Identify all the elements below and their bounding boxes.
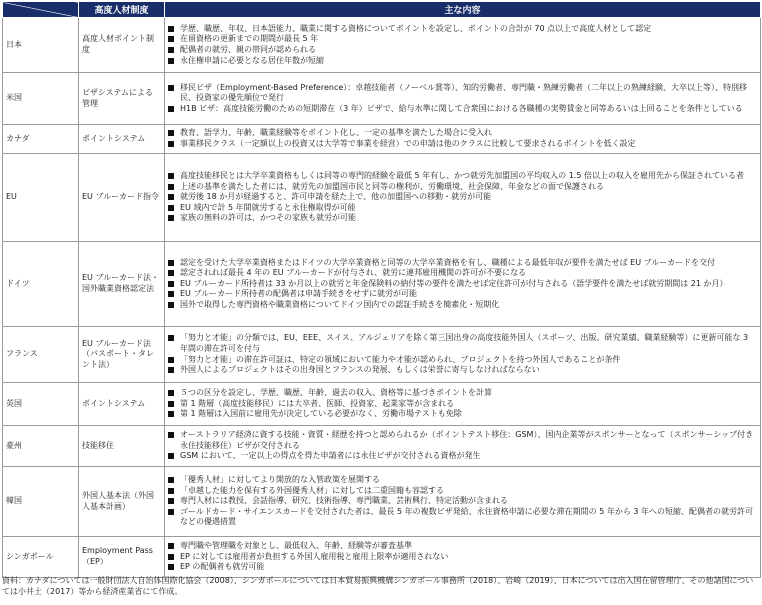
- list-item: 国外で取得した専門資格や職業資格についてドイツ国内での認証手続きを簡素化・短期化: [168, 300, 757, 311]
- system-cell: 技能移住: [79, 426, 165, 467]
- list-item: 「優秀人材」に対してより開放的な入管政策を展開する: [168, 475, 757, 486]
- list-item: 第 1 階層は入国前に雇用先が決定している必要がなく、労働市場テストも免除: [168, 409, 757, 420]
- content-list: [168, 333, 757, 375]
- list-item: EU 域内で計 5 年間就労すると永住権取得が可能: [168, 203, 757, 214]
- list-item: 事業移民クラス（一定額以上の投資又は大学等で事業を経営）での申請は他のクラスに比較して要求されるポイントを低く設定: [168, 139, 757, 150]
- content-list: [168, 388, 757, 420]
- country-cell: フランス: [3, 327, 79, 383]
- system-cell: Employment Pass（EP）: [79, 537, 165, 578]
- list-item: 「卓越した能力を保有する外国優秀人材」に対しては二重国籍も容認する: [168, 486, 757, 497]
- list-item: 「努力と才能」の分類では、EU、EEE、スイス、アルジェリアを除く第三国出身の高度技能外国人（スポーツ、出版、研究業績、職業経験等）に更新可能な 3 年間の滞在許可を付与: [168, 333, 757, 354]
- list-item: 認定されれば最長 4 年の EU ブルーカードが付与され、就労に連邦雇用機関の許可が不要になる: [168, 268, 757, 279]
- header-row: [3, 2, 761, 18]
- source-footnote: 資料：カナダについては一般財団法人自治体国際化協会（2008）、シンガポールについては日本貿易振興機構シンガポール事務所（2018）、岩崎（2019）、日本については出入国在留管理庁、その他諸国については小井土（2017）等から経済産業省にて作成。: [2, 576, 754, 596]
- system-cell: EU ブルーカード指令: [79, 154, 165, 242]
- content-cell: [165, 383, 761, 426]
- header-country: [3, 2, 79, 18]
- table-row: [3, 18, 761, 73]
- list-item: 配偶者の就労、親の帯同が認められる: [168, 45, 757, 56]
- table-row: [3, 426, 761, 467]
- content-cell: [165, 73, 761, 125]
- country-cell: 英国: [3, 383, 79, 426]
- list-item: 「努力と才能」の滞在許可証は、特定の領域において能力や才能が認められ、プロジェクトを持つ外国人であることが条件: [168, 355, 757, 366]
- content-list: [168, 83, 757, 115]
- table-row: [3, 327, 761, 383]
- content-list: [168, 541, 757, 573]
- content-cell: [165, 242, 761, 327]
- content-list: [168, 128, 757, 149]
- table-row: [3, 383, 761, 426]
- country-cell: 米国: [3, 73, 79, 125]
- country-cell: ドイツ: [3, 242, 79, 327]
- list-item: 在留資格の更新までの期間が最長 5 年: [168, 34, 757, 45]
- system-cell: ポイントシステム: [79, 125, 165, 154]
- content-list: [168, 258, 757, 311]
- content-list: [168, 24, 757, 66]
- content-cell: [165, 537, 761, 578]
- table-row: [3, 125, 761, 154]
- list-item: EU ブルーカード所持者の配偶者は申請手続きをせずに就労が可能: [168, 289, 757, 300]
- list-item: 移民ビザ（Employment-Based Preference）：卓越技能者（ノーベル賞等）、知的労働者、専門職・熟練労働者（二年以上の熟練経験、大卒以上等）、特別移民、投資家の優先順位で発行: [168, 83, 757, 104]
- list-item: 専門人材には教授、会話指導、研究、技術指導、専門職業、芸術興行、特定活動が含まれる: [168, 496, 757, 507]
- header-content: 主な内容: [165, 2, 761, 18]
- list-item: GSM において、一定以上の得点を得た申請者には永住ビザが交付される資格が発生: [168, 451, 757, 462]
- content-cell: [165, 154, 761, 242]
- list-item: ５つの区分を設定し、学歴、職歴、年齢、過去の収入、資格等に基づきポイントを計算: [168, 388, 757, 399]
- list-item: オーストラリア経済に資する技能・資質・経歴を持つと認められるか（ポイントテスト移住：GSM）、国内企業等がスポンサーとなって（スポンサーシップ付き永住技能移住）ビザが交付される: [168, 430, 757, 451]
- system-cell: ポイントシステム: [79, 383, 165, 426]
- list-item: 家族の無料の許可は、かつその家族も就労が可能: [168, 213, 757, 224]
- content-list: [168, 475, 757, 528]
- system-cell: EU ブルーカード法・国外職業資格認定法: [79, 242, 165, 327]
- list-item: 第 1 階層（高度技能移民）には大卒者、医師、投資家、起業家等が含まれる: [168, 399, 757, 410]
- list-item: EP に対しては雇用者が負担する外国人雇用税と雇用上限率が適用されない: [168, 552, 757, 563]
- content-cell: [165, 426, 761, 467]
- list-item: ゴールドカード・サイエンスカードを交付された者は、最長 5 年の複数ビザ発給、永住資格申請に必要な滞在期間の 5 年から 3 年への短縮、配偶者の就労許可などの優遇措置: [168, 507, 757, 528]
- country-cell: カナダ: [3, 125, 79, 154]
- system-cell: 外国人基本法（外国人基本計画）: [79, 467, 165, 537]
- content-list: [168, 430, 757, 462]
- content-cell: [165, 327, 761, 383]
- header-system: 高度人材制度: [79, 2, 165, 18]
- system-cell: 高度人材ポイント制度: [79, 18, 165, 73]
- policy-table: [2, 1, 761, 578]
- list-item: 教育、語学力、年齢、職業経験等をポイント化し、一定の基準を満たした場合に受入れ: [168, 128, 757, 139]
- list-item: 高度技能移民とは大学卒業資格もしくは同等の専門的経験を最低 5 年有し、かつ就労先加盟国の平均収入の 1.5 倍以上の収入を雇用先から保証されている者: [168, 171, 757, 182]
- table-row: [3, 242, 761, 327]
- country-cell: EU: [3, 154, 79, 242]
- list-item: EU ブルーカード所持者は 33 か月以上の就労と年金保険料の納付等の要件を満たせば定住許可が付与される（語学要件を満たせば就労期間は 21 か月）: [168, 279, 757, 290]
- content-list: [168, 171, 757, 224]
- list-item: EP の配偶者も就労可能: [168, 562, 757, 573]
- content-cell: [165, 18, 761, 73]
- table-row: [3, 73, 761, 125]
- list-item: 外国人によるプロジェクトはその出身国とフランスの発展、もしくは栄誉に寄与しなければならない: [168, 365, 757, 376]
- list-item: 就労後 18 か月が経過すると、許可申請を経た上で、他の加盟国への移動・就労が可能: [168, 192, 757, 203]
- country-cell: シンガポール: [3, 537, 79, 578]
- country-cell: 韓国: [3, 467, 79, 537]
- content-cell: [165, 467, 761, 537]
- table-row: [3, 154, 761, 242]
- country-cell: 日本: [3, 18, 79, 73]
- list-item: 認定を受けた大学卒業資格またはドイツの大学卒業資格と同等の大学卒業資格を有し、職種による最低年収が要件を満たせば EU ブルーカードを交付: [168, 258, 757, 269]
- list-item: 専門職や管理職を対象とし、最低収入、年齢、経験等が審査基準: [168, 541, 757, 552]
- list-item: 永住権申請に必要となる居住年数が短縮: [168, 56, 757, 67]
- table-row: [3, 537, 761, 578]
- list-item: 上述の基準を満たした者には、就労先の加盟国市民と同等の権利が、労働環境、社会保障、年金などの面で保護される: [168, 182, 757, 193]
- table-row: [3, 467, 761, 537]
- content-cell: [165, 125, 761, 154]
- list-item: H1B ビザ：高度技能労働のための短期滞在（3 年）ビザで、給与水準に関して合衆国における各職種の実勢賃金と同等あるいは上回ることを条件としている: [168, 104, 757, 115]
- system-cell: ビザシステムによる管理: [79, 73, 165, 125]
- country-cell: 豪州: [3, 426, 79, 467]
- system-cell: EU ブルーカード法（パスポート・タレント法）: [79, 327, 165, 383]
- list-item: 学歴、職歴、年収、日本語能力、職業に関する資格についてポイントを設定し、ポイントの合計が 70 点以上で高度人材として認定: [168, 24, 757, 35]
